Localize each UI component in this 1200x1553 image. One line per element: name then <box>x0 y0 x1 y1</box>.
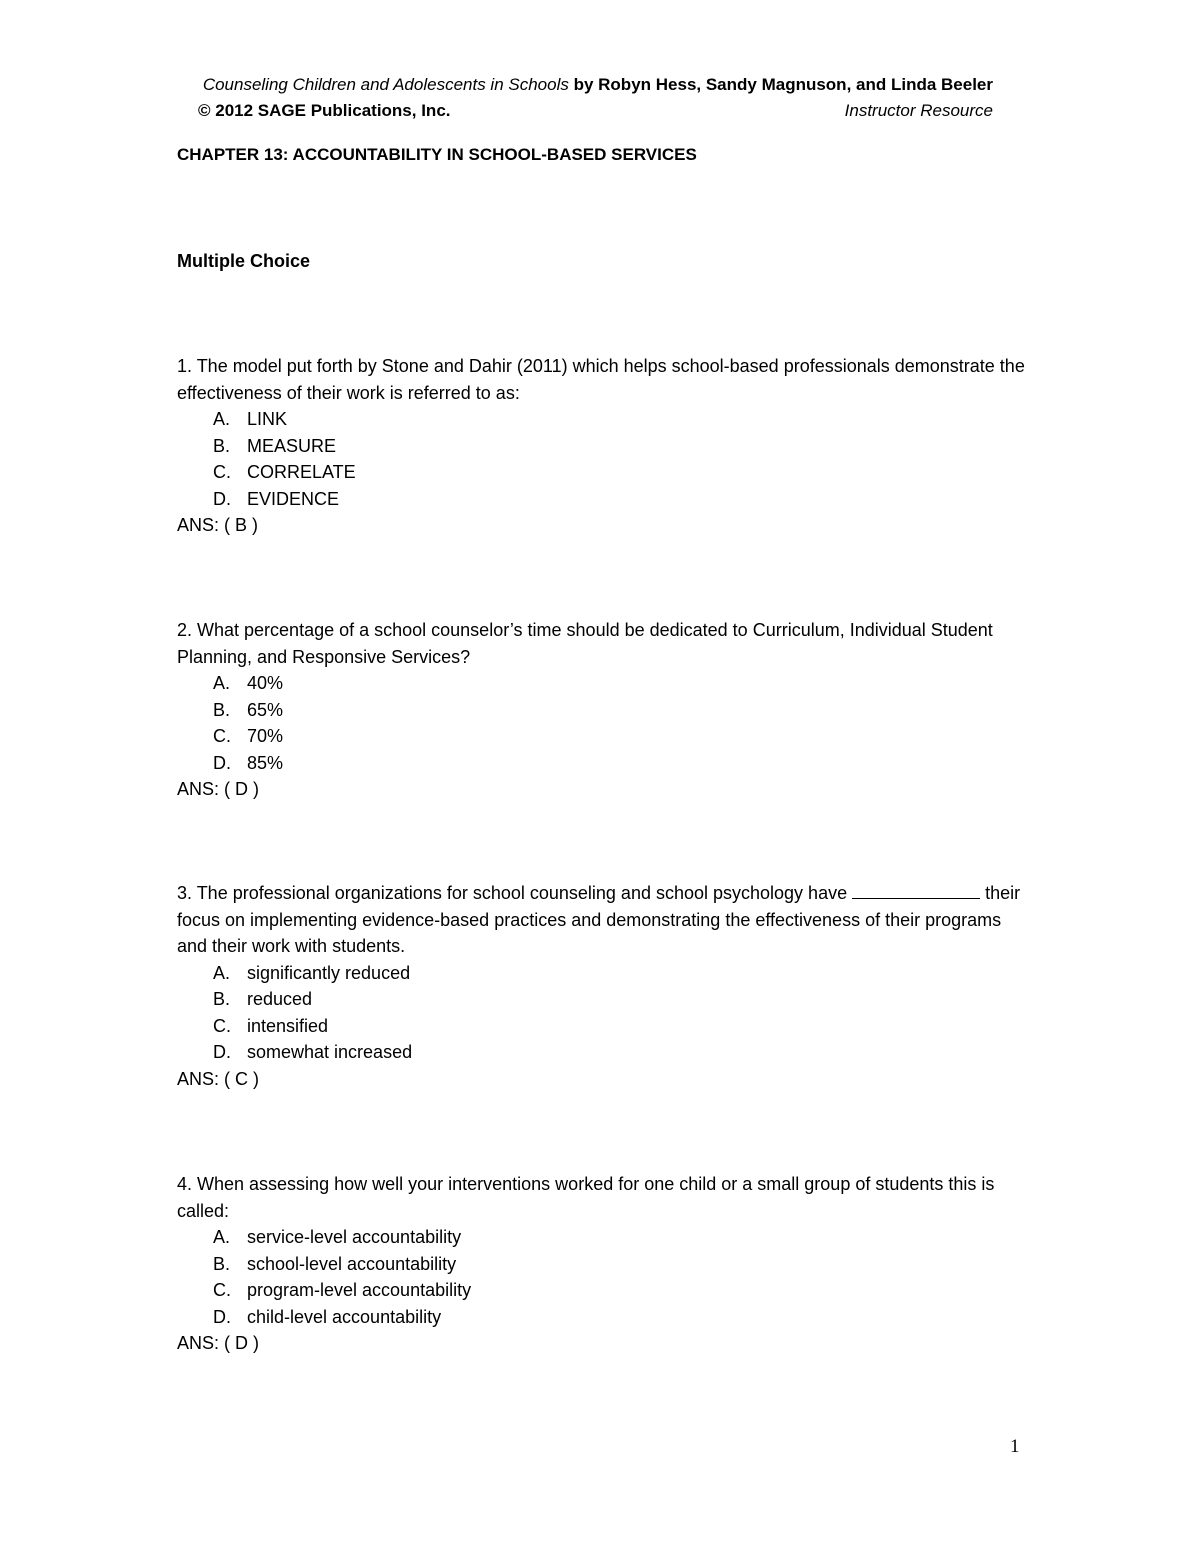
option-text: somewhat increased <box>247 1042 413 1062</box>
option-letter: B. <box>213 989 231 1009</box>
option-a <box>177 960 1027 987</box>
option-list <box>177 960 1027 1066</box>
option-letter: B. <box>213 435 231 456</box>
question-1 <box>177 353 1027 539</box>
question-stem: 2. What percentage of a school counselor’s time should be dedicated to Curriculum, Individual Student Planning, and Responsive Services? <box>177 620 993 667</box>
question-stem: 4. When assessing how well your interventions worked for one child or a small group of students this is called: <box>177 1174 995 1221</box>
option-d <box>177 486 1027 513</box>
option-letter: A. <box>213 1227 231 1247</box>
chapter-title: CHAPTER 13: ACCOUNTABILITY IN SCHOOL-BASED SERVICES <box>177 145 697 164</box>
option-text: EVIDENCE <box>247 488 340 509</box>
option-text: 40% <box>247 673 284 693</box>
option-letter: D. <box>213 1042 231 1062</box>
option-a <box>177 406 1027 433</box>
answer-key: ANS: ( D ) <box>177 1333 260 1353</box>
book-title: Counseling Children and Adolescents in Schools <box>202 75 569 94</box>
option-letter: C. <box>213 1280 231 1300</box>
answer-key: ANS: ( B ) <box>177 515 259 535</box>
option-d <box>177 1304 1027 1331</box>
question-3 <box>177 880 1027 1092</box>
option-letter: C. <box>213 726 231 746</box>
option-text: intensified <box>247 1015 329 1036</box>
section-title: Multiple Choice <box>177 251 311 271</box>
option-text: LINK <box>247 409 288 429</box>
option-text: reduced <box>247 989 313 1009</box>
option-b <box>177 1251 1027 1278</box>
option-c <box>177 1013 1027 1040</box>
header-citation <box>177 72 993 98</box>
option-letter: C. <box>213 1015 231 1036</box>
option-letter: D. <box>213 1306 231 1327</box>
page-number: 1 <box>1010 1436 1020 1457</box>
option-c <box>177 723 1027 750</box>
option-c <box>177 459 1027 486</box>
option-letter: A. <box>213 409 231 429</box>
resource-label: Instructor Resource <box>844 101 993 120</box>
option-a <box>177 670 1027 697</box>
option-letter: B. <box>213 1253 231 1274</box>
option-letter: D. <box>213 752 231 773</box>
option-d <box>177 750 1027 777</box>
answer-key: ANS: ( D ) <box>177 779 260 799</box>
answer-key: ANS: ( C ) <box>177 1068 260 1089</box>
copyright-notice: © 2012 SAGE Publications, Inc. <box>198 101 451 120</box>
option-letter: B. <box>213 699 231 720</box>
option-list <box>177 406 1027 512</box>
question-stem-end: their focus on implementing evidence-based practices and demonstrating the effectiveness of their programs and their work with students. <box>177 883 1021 956</box>
option-text: child-level accountability <box>247 1306 442 1327</box>
option-b <box>177 986 1027 1013</box>
option-b <box>177 433 1027 460</box>
option-list <box>177 1224 1027 1330</box>
book-authors: by Robyn Hess, Sandy Magnuson, and Linda Beeler <box>568 75 993 94</box>
option-letter: C. <box>213 462 231 482</box>
page-header <box>177 72 993 124</box>
option-text: 65% <box>247 699 284 720</box>
question-stem: 1. The model put forth by Stone and Dahir (2011) which helps school-based professionals demonstrate the effectiveness of their work is referred to as: <box>177 356 1025 403</box>
option-text: school-level accountability <box>247 1253 457 1274</box>
option-a <box>177 1224 1027 1251</box>
option-letter: D. <box>213 488 231 509</box>
question-4 <box>177 1171 1027 1357</box>
question-stem-start: 3. The professional organizations for school counseling and school psychology have <box>177 883 853 903</box>
option-b <box>177 697 1027 724</box>
option-text: service-level accountability <box>247 1227 462 1247</box>
header-line-2 <box>177 98 993 124</box>
option-text: MEASURE <box>247 435 337 456</box>
option-letter: A. <box>213 962 231 983</box>
option-letter: A. <box>213 673 231 693</box>
option-list <box>177 670 1027 776</box>
option-text: significantly reduced <box>247 962 411 983</box>
option-d <box>177 1039 1027 1066</box>
fill-in-blank <box>852 880 980 899</box>
option-text: program-level accountability <box>247 1280 472 1300</box>
question-2 <box>177 617 1027 803</box>
option-text: 85% <box>247 752 284 773</box>
option-c <box>177 1277 1027 1304</box>
question-stem <box>177 880 1027 960</box>
option-text: 70% <box>247 726 284 746</box>
option-text: CORRELATE <box>247 462 356 482</box>
